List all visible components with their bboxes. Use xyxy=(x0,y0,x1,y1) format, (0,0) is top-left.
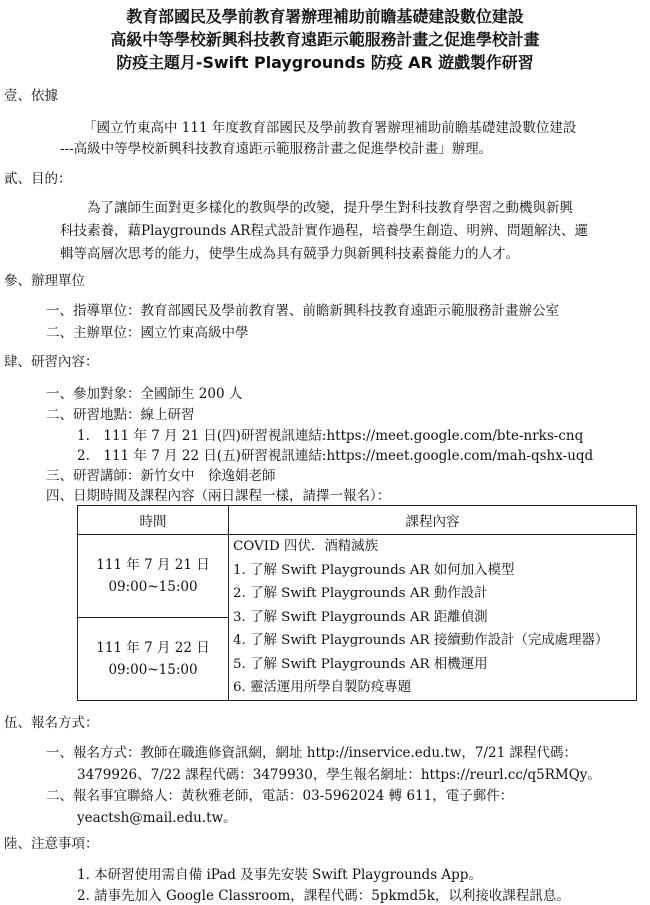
section-4-link-2[interactable]: 2. 111 年 7 月 22 日(五)研習視訊連結:https://meet.google.com/mah-qshx-uqd xyxy=(77,448,594,464)
table-row xyxy=(78,535,637,618)
course-content-item: 1. 了解 Swift Playgrounds AR 如何加入模型 xyxy=(233,562,515,578)
section-2-text-line-2: 科技素養，藉Playgrounds AR程式設計實作過程，培養學生創造、明辨、問題解決、邏 xyxy=(60,223,588,239)
section-1-text-line-2: ---高級中等學校新興科技教育遠距示範服務計畫之促進學校計畫」辦理。 xyxy=(60,141,493,157)
session-1-time: 09:00~15:00 xyxy=(108,578,198,595)
course-content-item: 5. 了解 Swift Playgrounds AR 相機運用 xyxy=(233,656,488,672)
section-1-text-line-1: 「國立竹東高中 111 年度教育部國民及學前教育署辦理補助前瞻基礎建設數位建設 xyxy=(83,120,577,136)
table-header-content: 課程內容 xyxy=(229,506,637,535)
section-6-heading: 陸、注意事項： xyxy=(4,836,99,852)
section-4-item-2: 二、研習地點：線上研習 xyxy=(46,407,195,423)
schedule-table xyxy=(77,505,637,701)
course-content-item: 2. 了解 Swift Playgrounds AR 動作設計 xyxy=(233,586,488,601)
section-4-item-3: 三、研習講師：新竹女中 徐逸娟老師 xyxy=(46,468,276,484)
table-header-row xyxy=(78,506,637,535)
table-content-cell xyxy=(229,535,637,701)
course-content-item: 6. 靈活運用所學自製防疫專題 xyxy=(233,680,412,695)
session-1-date: 111 年 7 月 21 日 xyxy=(96,556,210,573)
section-4-item-4: 四、日期時間及課程內容（兩日課程一樣，請擇一報名）： xyxy=(46,488,391,504)
section-2-text-line-1: 為了讓師生面對更多樣化的教與學的改變，提升學生對科技教育學習之動機與新興 xyxy=(87,200,573,216)
section-5-item-1-line-2: 3479926、7/22 課程代碼：3479930，學生報名網址：https://reurl.cc/q5RMQy。 xyxy=(77,767,601,783)
section-4-link-1[interactable]: 1. 111 年 7 月 21 日(四)研習視訊連結:https://meet.google.com/bte-nrks-cnq xyxy=(77,428,584,444)
session-2-date: 111 年 7 月 22 日 xyxy=(96,639,210,656)
section-3-item-2: 二、主辦單位：國立竹東高級中學 xyxy=(46,325,249,341)
doc-title-line-3: 防疫主題月-Swift Playgrounds 防疫 AR 遊戲製作研習 xyxy=(116,53,534,72)
section-3-item-1: 一、指導單位：教育部國民及學前教育署、前瞻新興科技教育遠距示範服務計畫辦公室 xyxy=(46,303,559,319)
section-3-heading: 參、辦理單位 xyxy=(4,273,85,289)
section-6-item-2: 2. 請事先加入 Google Classroom，課程代碼：5pkmd5k，以利接收課程訊息。 xyxy=(77,888,570,904)
section-1-heading: 壹、依據 xyxy=(4,88,58,104)
section-5-item-1-line-1: 一、報名方式：教師在職進修資訊網，網址 http://inservice.edu.tw，7/21 課程代碼： xyxy=(46,745,577,761)
section-2-heading: 貳、目的： xyxy=(4,171,72,187)
course-content-item: 4. 了解 Swift Playgrounds AR 接續動作設計（完成處理器） xyxy=(233,633,609,648)
doc-title-line-1: 教育部國民及學前教育署辦理補助前瞻基礎建設數位建設 xyxy=(126,7,524,26)
doc-title-line-2: 高級中等學校新興科技教育遠距示範服務計畫之促進學校計畫 xyxy=(110,30,540,49)
course-content-item: 3. 了解 Swift Playgrounds AR 距離偵測 xyxy=(233,609,488,625)
section-4-item-1: 一、參加對象：全國師生 200 人 xyxy=(46,386,243,402)
course-content-item: COVID 四伏．酒精滅族 xyxy=(233,539,379,554)
table-date-cell-1 xyxy=(78,535,229,618)
section-5-email[interactable]: yeactsh@mail.edu.tw。 xyxy=(77,810,237,826)
table-date-cell-2 xyxy=(78,617,229,700)
section-6-item-1: 1. 本研習使用需自備 iPad 及事先安裝 Swift Playgrounds App。 xyxy=(77,867,482,883)
table-header-time: 時間 xyxy=(78,506,229,535)
section-2-text-line-3: 輯等高層次思考的能力，使學生成為具有競爭力與新興科技素養能力的人才。 xyxy=(60,246,519,262)
section-4-heading: 肆、研習內容： xyxy=(4,354,99,370)
section-5-heading: 伍、報名方式： xyxy=(4,715,99,731)
session-2-time: 09:00~15:00 xyxy=(108,661,198,678)
section-5-item-2-line-1: 二、報名事宜聯絡人：黃秋雅老師，電話：03-5962024 轉 611，電子郵件： xyxy=(46,788,514,804)
